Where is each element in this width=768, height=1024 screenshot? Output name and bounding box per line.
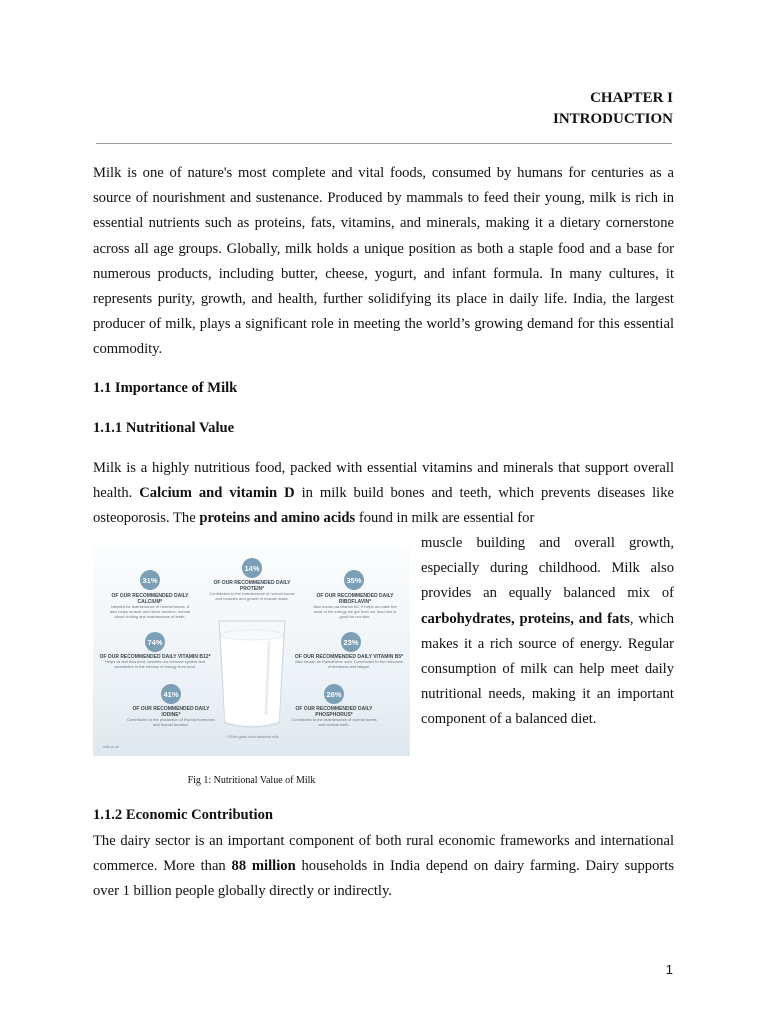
- nutrient-riboflavin: [311, 570, 399, 637]
- nutrient-vitamin-b12: [99, 632, 211, 684]
- nutrient-title: OF OUR RECOMMENDED DAILY PROTEIN*: [213, 580, 291, 592]
- nutrient-percent: 31%: [142, 576, 158, 585]
- nutrient-percent: 74%: [147, 638, 163, 647]
- nutrient-phosphorus: [288, 684, 380, 736]
- figure-caption: Fig 1: Nutritional Value of Milk: [187, 775, 316, 786]
- nutrient-desc: Helps us feel less tired, benefits our immune system and contributes to the release of energy from food.: [104, 659, 206, 669]
- nutrient-desc: Also known as Pantothenic acid. Contributes to the reduction of tiredness and fatigue.: [295, 659, 403, 669]
- glass-note: * 200ml glass semi-skimmed milk: [225, 735, 279, 739]
- households-bold: 88 million: [231, 858, 296, 875]
- page-number: 1: [665, 962, 673, 977]
- nutrient-percent: 28%: [326, 690, 342, 699]
- section-heading-importance: 1.1 Importance of Milk: [93, 380, 238, 396]
- nutrient-iodine: [125, 684, 217, 736]
- nutritional-paragraph: Milk is a highly nutritious food, packed with essential vitamins and minerals that support overall health. Calcium and vitamin D in milk build bones and teeth, which prevents diseases like osteoporosis. The proteins and amino acids found in milk are essential for: [93, 460, 675, 527]
- nutrient-title: OF OUR RECOMMENDED DAILY RIBOFLAVIN*: [316, 593, 394, 605]
- calcium-vitamin-d-bold: Calcium and vitamin D: [139, 485, 295, 502]
- nutrient-percent: 14%: [244, 564, 260, 573]
- section-heading-economic-contribution: 1.1.2 Economic Contribution: [93, 807, 273, 823]
- milk-glass-icon: [219, 621, 285, 727]
- section-heading-nutritional-value: 1.1.1 Nutritional Value: [93, 420, 235, 436]
- nutritional-paragraph-continued: muscle building and overall growth, especially during childhood. Milk also provides an equally balanced mix of carbohydrates, proteins, and fats, which makes it a rich source of energy. Regular consumption of milk can help meet daily nutritional needs, making it an important component of a balanced diet.: [421, 535, 674, 728]
- nutrition-infographic: [93, 545, 410, 756]
- nutrient-calcium: [107, 570, 193, 637]
- economic-paragraph: The dairy sector is an important component of both rural economic frameworks and international commerce. More than 88 million households in India depend on dairy farming. Dairy supports over 1 billion people globally directly or indirectly.: [93, 833, 674, 900]
- proteins-amino-acids-bold: proteins and amino acids: [199, 510, 356, 527]
- heading-divider: [96, 143, 672, 144]
- nutrient-desc: Contributes to the maintenance of normal bones and muscles and growth in muscle mass.: [209, 591, 295, 601]
- chapter-title: INTRODUCTION: [552, 111, 673, 127]
- nutrient-title: OF OUR RECOMMENDED DAILY PHOSPHORUS*: [295, 706, 373, 718]
- nutrient-title: OF OUR RECOMMENDED DAILY IODINE*: [132, 706, 210, 718]
- infographic-footer: milk.co.uk: [103, 745, 119, 749]
- nutrient-percent: 35%: [346, 576, 362, 585]
- nutrient-desc: Also known as vitamin B2, it helps us make the most of the energy we get from our food and is good for our skin.: [313, 604, 397, 619]
- chapter-heading: [553, 88, 673, 130]
- nutrient-percent: 41%: [163, 690, 179, 699]
- macronutrients-bold: carbohydrates, proteins, and fats: [421, 610, 630, 627]
- nutrient-desc: Contributes to the production of thyroid hormones and thyroid function.: [127, 717, 215, 727]
- nutrient-desc: Needed for maintenance of normal bones. It also helps muscle and nerve function, normal blood clotting and maintenance of teeth.: [109, 604, 191, 619]
- intro-paragraph: Milk is one of nature's most complete and vital foods, consumed by humans for centuries as a source of nourishment and sustenance. Produced by mammals to feed their young, milk is rich in essential nutrients such as proteins, fats, vitamins, and minerals, making it a dietary cornerstone across all age groups. Globally, milk holds a unique position as both a staple food and a base for numerous products, including butter, cheese, yogurt, and infant formula. In many cultures, it represents purity, growth, and health, further solidifying its place in daily life. India, the largest producer of milk, plays a significant role in meeting the world’s growing demand for this essential commodity.: [93, 165, 674, 358]
- chapter-label: CHAPTER I: [590, 90, 673, 106]
- nutrient-desc: Contributes to the maintenance of normal bones and normal teeth.: [291, 717, 377, 727]
- nutrient-title: OF OUR RECOMMENDED DAILY VITAMIN B5*: [294, 654, 404, 660]
- nutrient-vitamin-b5: [293, 632, 405, 684]
- nutrient-title: OF OUR RECOMMENDED DAILY VITAMIN B12*: [99, 654, 211, 660]
- nutrient-title: OF OUR RECOMMENDED DAILY CALCIUM*: [111, 593, 189, 605]
- nutrient-protein: [209, 558, 295, 616]
- nutrient-percent: 23%: [343, 638, 359, 647]
